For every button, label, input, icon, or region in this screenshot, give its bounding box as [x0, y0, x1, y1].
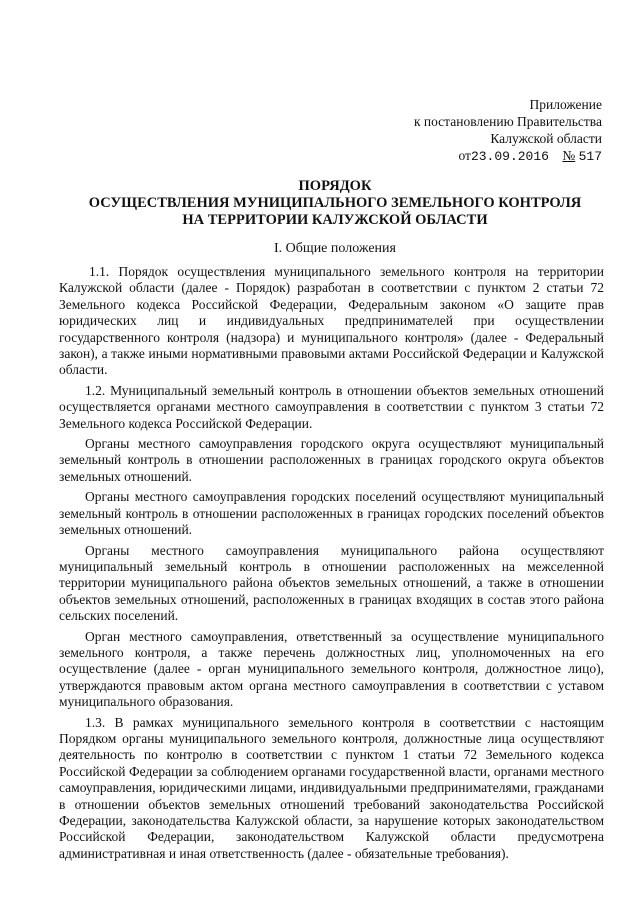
- paragraph-urban-settlements: Органы местного самоуправления городских поселений осуществляют муниципальный земельный контроль в отношении расположенных в границах городских поселений объектов земельных отношений.: [59, 489, 604, 538]
- section-heading: I. Общие положения: [274, 241, 396, 256]
- date-prefix: от: [458, 148, 471, 163]
- decree-date: 23.09.2016: [470, 149, 549, 164]
- paragraph-1-1: 1.1. Порядок осуществления муниципального земельного контроля на территории Калужской области (далее - Порядок) разработан в соответствии с пунктом 2 статьи 72 Земельного кодекса Российской Федерации, Федеральным законом «О защите прав юридических лиц и индивидуальных предпринимателей при осуществлении государственного контроля (надзора) и муниципального контроля» (далее - Федеральный закон), а также иными нормативными правовыми актами Российской Федерации и Калужской области.: [59, 264, 604, 378]
- document-title: [40, 178, 630, 229]
- decree-number: 517: [578, 149, 602, 164]
- appendix-label: Приложение: [529, 97, 602, 112]
- paragraph-municipal-district: Органы местного самоуправления муниципального района осуществляют муниципальный земельный контроль в отношении расположенных на межселенной территории муниципального района объектов земельных отношений, а также в отношении объектов земельных отношений, расположенных в границах входящих в состав этого района сельских поселений.: [59, 542, 604, 624]
- number-label: №: [562, 148, 576, 163]
- appendix-region: Калужской области: [490, 131, 602, 146]
- title-line-2: ОСУЩЕСТВЛЕНИЯ МУНИЦИПАЛЬНОГО ЗЕМЕЛЬНОГО КОНТРОЛЯ: [88, 195, 582, 211]
- paragraph-responsible-body: Орган местного самоуправления, ответственный за осуществление муниципального земельного контроля, а также перечень должностных лиц, уполномоченных на его осуществление (далее - орган муниципального земельного контроля, должностное лицо), утверждаются правовым актом органа местного самоуправления в соответствии с уставом муниципального образования.: [59, 628, 604, 710]
- title-line-1: ПОРЯДОК: [298, 178, 372, 194]
- paragraph-1-3: 1.3. В рамках муниципального земельного контроля в соответствии с настоящим Порядком органы муниципального земельного контроля, должностные лица осуществляют деятельность по контролю в соответствии с пунктом 1 статьи 72 Земельного кодекса Российской Федерации за соблюдением органами государственной власти, органами местного самоуправления, юридическими лицами, индивидуальными предпринимателями, гражданами в отношении объектов земельных отношений требований законодательства Российской Федерации, законодательства Калужской области, за нарушение которых законодательством Российской Федерации, законодательством Калужской области предусмотрена административная и иная ответственность (далее - обязательные требования).: [59, 714, 604, 861]
- title-line-3: НА ТЕРРИТОРИИ КАЛУЖСКОЙ ОБЛАСТИ: [182, 212, 488, 228]
- document-body: [59, 264, 604, 866]
- appendix-block: [414, 96, 602, 165]
- appendix-date-line: [414, 147, 602, 165]
- appendix-resolution: к постановлению Правительства: [413, 114, 602, 129]
- paragraph-city-district: Органы местного самоуправления городского округа осуществляют муниципальный земельный контроль в отношении расположенных в границах городского округа объектов земельных отношений.: [59, 436, 604, 484]
- paragraph-1-2: 1.2. Муниципальный земельный контроль в отношении объектов земельных отношений осуществляется органами местного самоуправления в соответствии с пунктом 3 статьи 72 Земельного кодекса Российской Федерации.: [59, 382, 604, 431]
